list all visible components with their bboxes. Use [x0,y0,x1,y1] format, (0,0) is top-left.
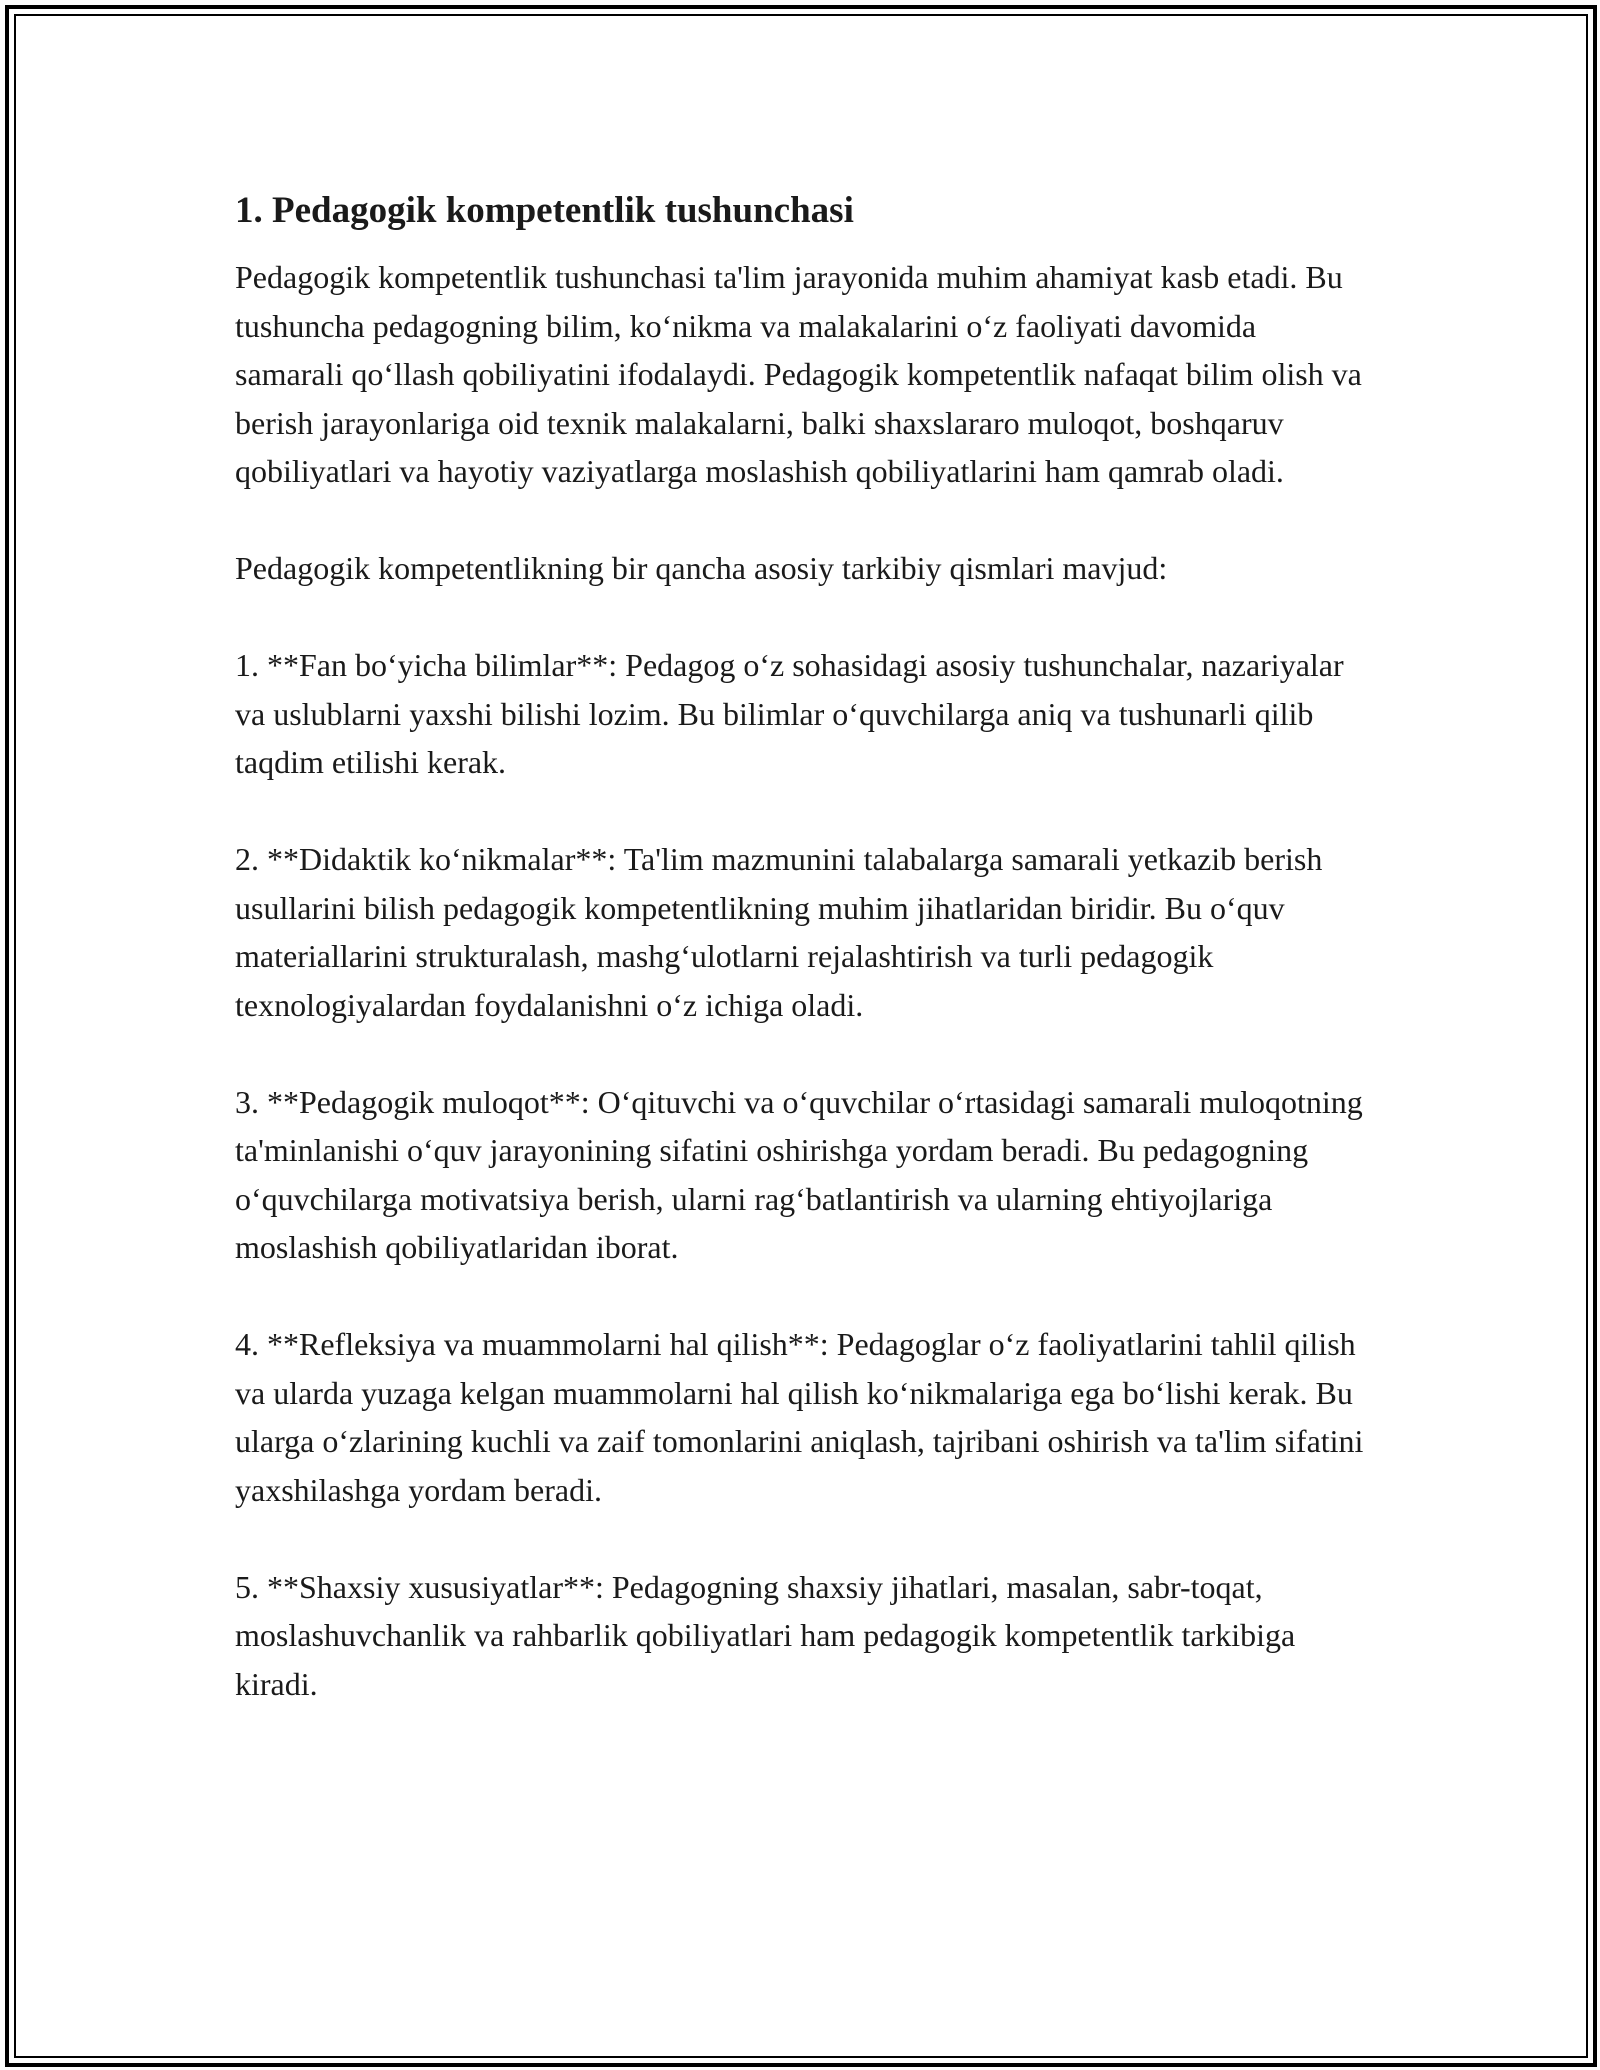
list-item-pedagogical-communication: 3. **Pedagogik muloqot**: O‘qituvchi va o‘quvchilar o‘rtasidagi samarali muloqotning ta'minlanishi o‘quv jarayonining sifatini oshirishga yordam beradi. Bu pedagogning o‘quvchilarga motivatsiya berish, ularni rag‘batlantirish va ularning ehtiyojlariga moslashish qobiliyatlaridan iborat. [235,1083,1363,1265]
intro-paragraph: Pedagogik kompetentlik tushunchasi ta'lim jarayonida muhim ahamiyat kasb etadi. Bu tushuncha pedagogning bilim, ko‘nikma va malakalarini o‘z faoliyati davomida samarali qo‘llash qobiliyatini ifodalaydi. Pedagogik kompetentlik nafaqat bilim olish va berish jarayonlariga oid texnik malakalarni, balki shaxslararo muloqot, boshqaruv qobiliyatlari va hayotiy vaziyatlarga moslashish qobiliyatlarini ham qamrab oladi. [235,259,1362,489]
document-body [235,185,1365,1757]
components-intro: Pedagogik kompetentlikning bir qancha asosiy tarkibiy qismlari mavjud: [235,550,1168,586]
list-item-didactic-skills: 2. **Didaktik ko‘nikmalar**: Ta'lim mazmunini talabalarga samarali yetkazib berish usullarini bilish pedagogik kompetentlikning muhim jihatlaridan biridir. Bu o‘quv materiallarini strukturalash, mashg‘ulotlarni rejalashtirish va turli pedagogik texnologiyalardan foydalanishni o‘z ichiga oladi. [235,841,1323,1023]
section-heading: 1. Pedagogik kompetentlik tushunchasi [235,190,854,231]
list-item-reflection: 4. **Refleksiya va muammolarni hal qilish**: Pedagoglar o‘z faoliyatlarini tahlil qilish va ularda yuzaga kelgan muammolarni hal qilish ko‘nikmalariga ega bo‘lishi kerak. Bu ularga o‘zlarining kuchli va zaif tomonlarini aniqlash, tajribani oshirish va ta'lim sifatini yaxshilashga yordam beradi. [235,1326,1364,1508]
list-item-personal-qualities: 5. **Shaxsiy xususiyatlar**: Pedagogning shaxsiy jihatlari, masalan, sabr-toqat, moslashuvchanlik va rahbarlik qobiliyatlari ham pedagogik kompetentlik tarkibiga kiradi. [235,1568,1296,1702]
list-item-subject-knowledge: 1. **Fan bo‘yicha bilimlar**: Pedagog o‘z sohasidagi asosiy tushunchalar, nazariyalar va uslublarni yaxshi bilishi lozim. Bu bilimlar o‘quvchilarga aniq va tushunarli qilib taqdim etilishi kerak. [235,647,1344,780]
